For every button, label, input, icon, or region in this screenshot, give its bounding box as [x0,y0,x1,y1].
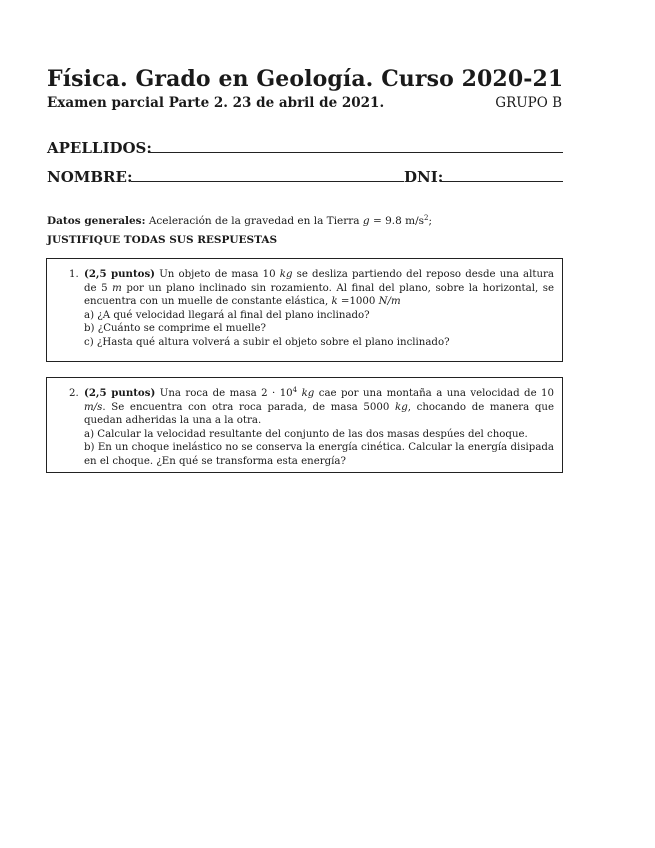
exam-title: Física. Grado en Geología. Curso 2020-21 [47,66,564,92]
nombre-field[interactable] [131,181,404,182]
question-2-points: (2,5 puntos) [84,387,156,399]
question-2-exponent: 4 [292,386,298,394]
question-1-box [46,258,563,362]
general-data-text: Aceleración de la gravedad en la Tierra [148,215,360,227]
question-2-box [46,377,563,473]
question-2-unit-b: m/s [84,401,103,413]
question-1-text-b: se desliza partiendo del reposo desde una altura de 5 [84,269,554,294]
gravity-symbol: g [362,215,370,227]
group-label: GRUPO B [495,95,562,111]
question-1-item-a: a) ¿A qué velocidad llegará al final del plano inclinado? [84,309,370,321]
question-1-unit-a: kg [279,269,293,280]
gravity-value: = 9.8 m/s [369,215,425,227]
gravity-end: ; [428,215,433,227]
instruction: JUSTIFIQUE TODAS SUS RESPUESTAS [47,234,278,246]
question-1-k-unit: N/m [378,296,401,307]
question-2-text-c: . Se encuentra con otra roca parada, de masa 5000 [102,401,390,413]
general-data [47,215,432,227]
question-2-body [84,387,554,468]
question-1-item-b: b) ¿Cuánto se comprime el muelle? [84,323,267,334]
nombre-label: NOMBRE: [47,168,133,186]
question-2-text-b: cae por una montaña a una velocidad de 10 [318,388,555,399]
question-2-text-d: , chocando de manera que quedan adheridas la una a la otra. [84,401,554,426]
question-2-text-a: Una roca de masa 2 · 10 [159,388,293,399]
exam-subtitle: Examen parcial Parte 2. 23 de abril de 2021. [47,95,385,111]
question-2-number: 2. [69,388,79,399]
question-1-text-c: por un plano inclinado sin rozamiento. Al final del plano, sobre la horizontal, se encuentra con un muelle de constante elástica, [84,282,554,307]
question-1-text-a: Un objeto de masa 10 [159,269,276,280]
question-1-k-value: =1000 [337,296,379,307]
question-1-k-symbol: k [331,296,338,307]
apellidos-field[interactable] [148,152,563,153]
apellidos-label: APELLIDOS: [47,139,152,157]
gravity-exponent: 2 [424,214,429,222]
question-1-points: (2,5 puntos) [84,268,156,280]
question-2-statement [84,387,554,428]
question-1-number: 1. [69,269,79,280]
dni-field[interactable] [441,181,563,182]
question-1-statement [84,268,554,309]
question-1-body [84,268,554,349]
question-1-unit-b: m [112,282,122,294]
question-2-item-b: b) En un choque inelástico no se conserva la energía cinética. Calcular la energía disipada en el choque. ¿En qué se transforma esta energía? [84,442,554,467]
general-data-label: Datos generales: [47,215,146,227]
dni-label: DNI: [404,168,444,186]
question-2-unit-c: kg [395,401,408,413]
question-2-item-a: a) Calcular la velocidad resultante del conjunto de las dos masas despúes del choque. [84,428,528,440]
question-2-unit-a: kg [301,388,315,399]
question-1-item-c: c) ¿Hasta qué altura volverá a subir el objeto sobre el plano inclinado? [84,336,450,348]
